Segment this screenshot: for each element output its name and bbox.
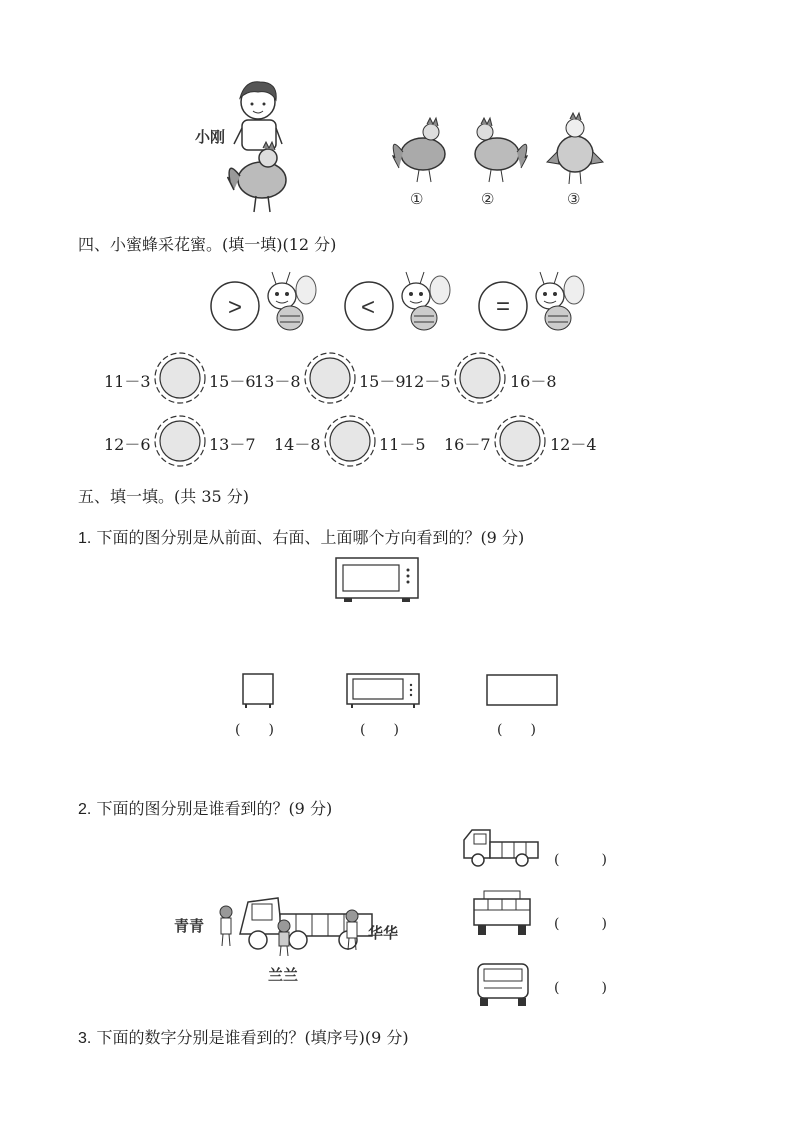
q3-text: 下面的数字分别是谁看到的？(填序号)(9 分) (96, 1028, 409, 1047)
q2-number: 2. (78, 801, 92, 818)
flower-blank-r1-2[interactable] (302, 350, 358, 406)
q2-answer-3[interactable]: ( ) (554, 980, 607, 996)
flower-blank-r2-3[interactable] (492, 413, 548, 469)
expr-r1-4: 15－9 (359, 372, 406, 391)
q3-number: 3. (78, 1030, 92, 1047)
expr-r2-1: 12－6 (104, 435, 151, 454)
expr-r1-1: 11－3 (104, 372, 151, 391)
bee-symbol-less: < (361, 294, 376, 321)
flower-blank-r2-2[interactable] (322, 413, 378, 469)
view-top-rectangle (486, 674, 560, 708)
section4-heading: 四、小蜜蜂采花蜜。(填一填)(12 分) (78, 235, 337, 254)
name-huahua: 华华 (368, 924, 399, 942)
expr-r2-6: 12－4 (550, 435, 597, 454)
truck-front-view (474, 962, 534, 1008)
q2-line (78, 796, 332, 819)
view-side-square (242, 673, 276, 709)
choice-1-label: ① (410, 191, 424, 208)
expr-r2-4: 11－5 (379, 435, 426, 454)
q1-text: 下面的图分别是从前面、右面、上面哪个方向看到的？(9 分) (96, 528, 525, 547)
q1-answer-2[interactable]: ( ) (360, 722, 399, 738)
bee-symbol-equal: = (496, 293, 511, 320)
view-front-microwave (346, 673, 422, 709)
q3-line (78, 1025, 409, 1048)
bee-symbol-greater: > (228, 294, 243, 321)
q1-line (78, 525, 524, 548)
expr-r2-5: 16－7 (444, 435, 491, 454)
expr-r2-2: 13－7 (209, 435, 256, 454)
choice-2-label: ② (481, 191, 495, 208)
bee-less (344, 266, 454, 336)
microwave-illustration (334, 556, 424, 608)
name-lanlan: 兰兰 (268, 966, 299, 984)
flower-blank-r2-1[interactable] (152, 413, 208, 469)
expr-r1-5: 12－5 (404, 372, 451, 391)
choice-3-label: ③ (567, 191, 581, 208)
q2-text: 下面的图分别是谁看到的？(9 分) (96, 799, 333, 818)
flower-blank-r1-1[interactable] (152, 350, 208, 406)
truck-back-view (470, 890, 534, 938)
bee-equal-drawing (478, 266, 588, 336)
rooster-choices (385, 112, 615, 212)
rooster-choice-drawings (385, 112, 615, 212)
truck-scene-illustration (170, 890, 420, 990)
q1-answer-1[interactable]: ( ) (235, 722, 274, 738)
flower-blank-r1-3[interactable] (452, 350, 508, 406)
bee-less-drawing (344, 266, 454, 336)
boy-with-rooster-illustration (190, 78, 300, 218)
q1-answer-3[interactable]: ( ) (497, 722, 536, 738)
expr-r1-2: 15－6 (209, 372, 256, 391)
bee-greater (210, 266, 320, 336)
boy-rooster-drawing (190, 78, 300, 218)
rooster-side-view (393, 118, 445, 182)
name-qingqing: 青青 (174, 917, 205, 935)
bee-equal (478, 266, 588, 336)
rooster-other-side-view (475, 118, 527, 182)
bee-greater-drawing (210, 266, 320, 336)
expr-r1-3: 13－8 (254, 372, 301, 391)
expr-r1-6: 16－8 (510, 372, 557, 391)
rooster-front-view (547, 113, 603, 184)
boy-name-label: 小刚 (195, 128, 226, 146)
section5-heading: 五、填一填。(共 35 分) (78, 487, 250, 506)
truck-side-view (462, 826, 542, 870)
q2-answer-1[interactable]: ( ) (554, 852, 607, 868)
q1-number: 1. (78, 530, 92, 547)
expr-r2-3: 14－8 (274, 435, 321, 454)
q2-answer-2[interactable]: ( ) (554, 916, 607, 932)
